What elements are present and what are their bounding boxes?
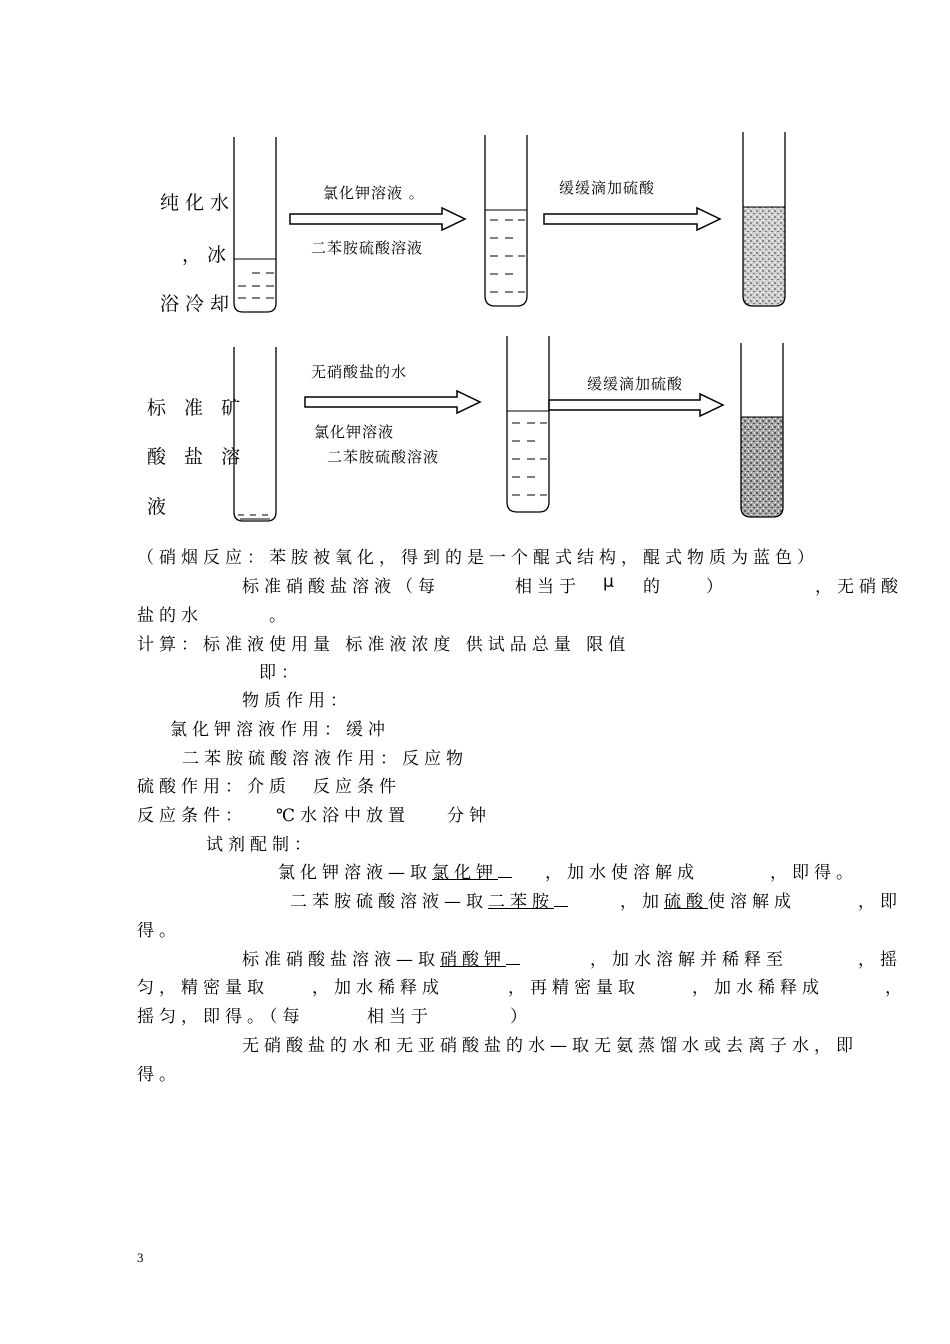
micro-symbol: μ	[603, 572, 619, 592]
std-solution-desc: 标准硝酸盐溶液（每	[242, 577, 440, 597]
dpa-prep-mid	[620, 887, 796, 912]
experiment-diagram	[0, 0, 950, 540]
kcl-prep-label: 氯化钾溶液—取	[278, 863, 432, 883]
no-nitrate-end: 盐的水 。	[137, 606, 291, 626]
kcl-underlined: 氯化钾	[432, 863, 498, 883]
std-prep-l2e: ，	[885, 978, 907, 998]
fig2-arrow2-top: 缓缓滴加硫酸	[587, 375, 684, 393]
fig1-arrow2-top: 缓缓滴加硫酸	[559, 179, 656, 197]
dpa-add-label: ，加	[620, 892, 664, 912]
close-paren: ）	[706, 577, 728, 597]
std-prep-l2a: 匀，精密量取	[137, 978, 269, 998]
of-label: 的	[643, 577, 665, 597]
water-prep-end: 得。	[137, 1065, 181, 1085]
fig1-arrow1-bottom: 二苯胺硫酸溶液	[311, 239, 424, 257]
fig2-label-line2: 酸 盐 溶	[147, 446, 247, 468]
no-nitrate-start: ，无硝酸	[815, 577, 903, 597]
equivalent-label: 相当于	[515, 577, 581, 597]
std-prep-l3b: 相当于	[367, 1007, 433, 1027]
dpa-prep-end: ，即	[858, 892, 902, 912]
arrow-1	[290, 208, 465, 230]
tube-3-result	[743, 132, 785, 306]
fig2-label-line3: 液	[147, 496, 173, 518]
fig2-arrow1-top: 无硝酸盐的水	[311, 363, 408, 381]
tube-4-standard	[234, 347, 276, 521]
fig2-label-line1: 标 准 矿	[147, 397, 247, 419]
fig1-label-line1: 纯化水	[160, 192, 236, 214]
std-prep-label: 标准硝酸盐溶液—取	[242, 950, 440, 970]
std-prep-l2b: ，加水稀释成	[312, 978, 444, 998]
water-bath: ℃水浴中放置	[276, 806, 411, 826]
std-prep-l3c: ）	[510, 1007, 532, 1027]
std-prep-l2c: ，再精密量取	[508, 978, 640, 998]
page-number: 3	[137, 1250, 144, 1265]
dpa-underlined: 二苯胺	[488, 892, 554, 912]
water-prep: 无硝酸盐的水和无亚硝酸盐的水—取无氨蒸馏水或去离子水，即	[242, 1036, 858, 1056]
arrow-4	[549, 394, 723, 416]
kcl-role: 氯化钾溶液作用：缓冲	[170, 720, 390, 740]
fig2-arrow1-bottom1: 氯化钾溶液	[314, 423, 395, 441]
minutes: 分钟	[447, 806, 491, 826]
calc-line: 计算：标准液使用量 标准液浓度 供试品总量 限值	[137, 635, 631, 655]
dpa-dissolve-label: 使溶解成	[708, 892, 796, 912]
diphenylamine-role: 二苯胺硫酸溶液作用：反应物	[182, 749, 468, 769]
std-prep-mid: ，加水溶解并稀释至	[590, 950, 788, 970]
dpa-prep-end2: 得。	[137, 921, 181, 941]
kcl-prep-mid: ，加水使溶解成	[545, 863, 699, 883]
arrow-3	[305, 391, 480, 413]
dpa-prep-start	[290, 887, 568, 912]
std-prep-l2d: ，加水稀释成	[692, 978, 824, 998]
tube-2-mixed	[485, 135, 527, 306]
std-prep-end: ，摇	[858, 950, 902, 970]
i-e-label: 即：	[259, 663, 303, 683]
fig1-label-line2: ，冰	[182, 244, 233, 266]
fig1-arrow1-top: 氯化钾溶液 。	[323, 184, 425, 202]
std-prep-l3a: 摇匀，即得。（每	[137, 1007, 305, 1027]
kno3-underlined: 硝酸钾	[440, 950, 506, 970]
kcl-prep-end: ，即得。	[770, 863, 858, 883]
kcl-prep-start	[278, 858, 512, 883]
fig1-label-line3: 浴冷却	[160, 293, 236, 315]
reagent-prep-heading: 试剂配制：	[206, 835, 316, 855]
reaction-note: （硝烟反应：苯胺被氧化，得到的是一个醌式结构，醌式物质为蓝色）	[137, 548, 819, 568]
dpa-prep-label: 二苯胺硫酸溶液—取	[290, 892, 488, 912]
substance-role-heading: 物质作用：	[242, 691, 352, 711]
conditions-label: 反应条件：	[137, 806, 247, 826]
arrow-2	[544, 208, 720, 230]
tube-1-empty-water	[234, 137, 276, 312]
std-prep-start	[242, 945, 520, 970]
sulfuric-underlined: 硫酸	[664, 892, 708, 912]
tube-6-result	[741, 343, 783, 517]
sulfuric-role: 硫酸作用：介质 反应条件	[137, 777, 401, 797]
fig2-arrow1-bottom2: 二苯胺硫酸溶液	[327, 448, 440, 466]
tube-5-mixed	[507, 336, 549, 512]
